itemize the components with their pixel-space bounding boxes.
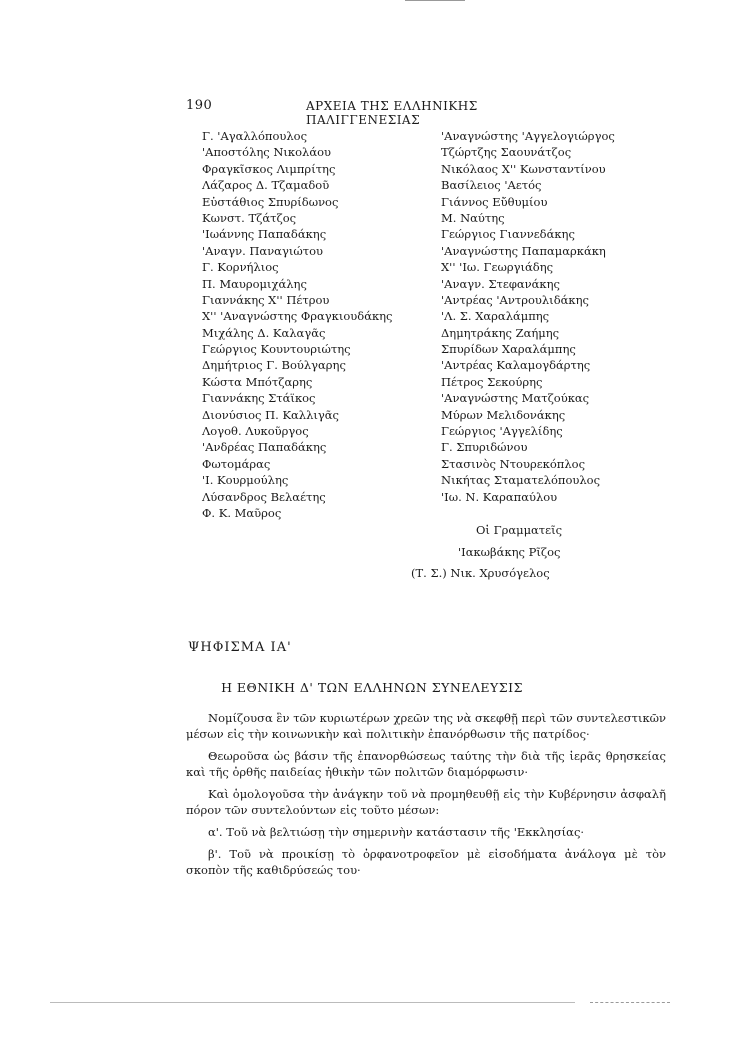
signatory-name: Λύσανδρος Βελαέτης (202, 489, 326, 504)
signatory-name: Σπυρίδων Χαραλάμπης (441, 342, 576, 357)
bottom-dashed-rule (590, 1002, 670, 1003)
signatory-name: 'Αντρέας 'Αντρουλιδάκης (441, 292, 589, 307)
signatory-name: Βασίλειος 'Αετός (441, 178, 542, 193)
signatory-name: 'Αναγνώστης 'Αγγελογιώργος (441, 129, 615, 143)
signatory-name: Μύρων Μελιδονάκης (441, 407, 566, 422)
signatory-name: Φραγκῖσκος Λιμπρίτης (202, 161, 336, 176)
signatory-name: 'Αναγνώστης Ματζούκας (441, 391, 590, 406)
resolution-body (186, 710, 666, 884)
signatories-left-column (202, 128, 392, 521)
signatory-name: 'Ιω. Ν. Καραπαύλου (441, 489, 558, 504)
signatory-name: Στασινὸς Ντουρεκόπλος (441, 456, 586, 471)
signatory-name: Γεώργιος 'Αγγελίδης (441, 424, 563, 439)
signatory-name: Εὐστάθιος Σπυρίδωνος (202, 194, 339, 209)
body-paragraph: Νομίζουσα ἓν τῶν κυριωτέρων χρεῶν της νὰ σκεφθῇ περὶ τῶν συντελεστικῶν μέσων εἰς τὴν κοινωνικὴν καὶ πολιτικὴν ἐπανόρθωσιν τῆς πατρίδος· (186, 711, 667, 741)
page-number: 190 (186, 98, 213, 113)
signatory-name: Νικήτας Σταματελόπουλος (441, 473, 601, 488)
signatory-name: Χ'' 'Ιω. Γεωργιάδης (441, 260, 554, 275)
signatory-name: Δημητράκης Ζαήμης (441, 325, 560, 340)
signatories-right-column (441, 128, 615, 505)
signatory-name: Χ'' 'Αναγνώστης Φραγκιουδάκης (202, 309, 393, 324)
signatory-name: Π. Μαυρομιχάλης (202, 276, 307, 291)
body-paragraph: β'. Τοῦ νὰ προικίσῃ τὸ ὀρφανοτροφεῖον μὲ εἰσοδήματα ἀνάλογα μὲ τὸν σκοπὸν τῆς καθιδρύσεώς του· (186, 847, 666, 877)
secretary-name: 'Ιακωβάκης Ρῖζος (458, 545, 561, 559)
signatory-name: 'Αναγν. Παναγιώτου (202, 243, 323, 258)
signatory-name: Γιαννάκης Χ'' Πέτρου (202, 292, 330, 307)
signatory-name: Γ. Κορνήλιος (202, 260, 279, 275)
bottom-rule (50, 1002, 575, 1003)
assembly-heading: Η ΕΘΝΙΚΗ Δ' ΤΩΝ ΕΛΛΗΝΩΝ ΣΥΝΕΛΕΥΣΙΣ (221, 680, 523, 695)
signatory-name: 'Λ. Σ. Χαραλάμπης (441, 309, 550, 324)
signatory-name: Γιαννάκης Στάϊκος (202, 391, 316, 406)
signatory-name: Τζώρτζης Σαουνάτζος (441, 145, 572, 160)
signatory-name: Λογοθ. Λυκοῦργος (202, 424, 309, 439)
signatory-name: Κώστα Μπότζαρης (202, 374, 313, 389)
body-paragraph: α'. Τοῦ νὰ βελτιώσῃ τὴν σημερινὴν κατάστασιν τῆς 'Εκκλησίας· (208, 825, 585, 839)
signatory-name: Δημήτριος Γ. Βούλγαρης (202, 358, 346, 373)
signatory-name: 'Αντρέας Καλαμογδάρτης (441, 358, 591, 373)
signatory-name: 'Αναγνώστης Παπαμαρκάκη (441, 243, 606, 258)
signatory-name: Λάζαρος Δ. Τζαμαδοῦ (202, 178, 330, 193)
signatory-name: 'Ανδρέας Παπαδάκης (202, 440, 327, 455)
signatory-name: Μιχάλης Δ. Καλαγᾶς (202, 325, 326, 340)
signatory-name: Μ. Ναύτης (441, 210, 505, 225)
signatory-name: Φωτομάρας (202, 456, 271, 471)
page-header (186, 98, 566, 127)
signatory-name: 'Ιωάννης Παπαδάκης (202, 227, 327, 242)
resolution-title: ΨΗΦΙΣΜΑ ΙΑ' (188, 640, 292, 655)
secretary-name: (Τ. Σ.) Νικ. Χρυσόγελος (411, 566, 550, 580)
signatory-name: Φ. Κ. Μαῦρος (202, 505, 282, 520)
signatory-name: Γιάννος Εὔθυμίου (441, 194, 548, 209)
signatory-name: Γεώργιος Κουντουριώτης (202, 342, 351, 357)
signatory-name: Γ. Σπυριδώνου (441, 440, 528, 455)
top-rule (405, 0, 465, 1)
secretaries-title: Οἱ Γραμματεῖς (476, 523, 563, 537)
signatory-name: Διονύσιος Π. Καλλιγᾶς (202, 407, 339, 422)
body-paragraph: Καὶ ὁμολογοῦσα τὴν ἀνάγκην τοῦ νὰ προμηθευθῇ εἰς τὴν Κυβέρνησιν ἀσφαλῆ πόρον τῶν συντελούντων εἰς τοῦτο μέσων: (186, 787, 666, 817)
signatory-name: Πέτρος Σεκούρης (441, 374, 543, 389)
signatory-name: Γ. 'Αγαλλόπουλος (202, 129, 308, 143)
signatory-name: Νικόλαος Χ'' Κωνσταντίνου (441, 161, 606, 176)
signatory-name: 'Αναγν. Στεφανάκης (441, 276, 560, 291)
signatory-name: Γεώργιος Γιαννεδάκης (441, 227, 575, 242)
signatory-name: 'Αποστόλης Νικολάου (202, 145, 332, 160)
signatory-name: Κωνστ. Τζάτζος (202, 210, 297, 225)
signatory-name: 'Ι. Κουρμούλης (202, 473, 289, 488)
body-paragraph: Θεωροῦσα ὡς βάσιν τῆς ἐπανορθώσεως ταύτης τὴν διὰ τῆς ἱερᾶς θρησκείας καὶ τῆς ὀρθῆς παιδείας ἠθικὴν τῶν πολιτῶν διαμόρφωσιν· (186, 749, 666, 779)
running-title: ΑΡΧΕΙΑ ΤΗΣ ΕΛΛΗΝΙΚΗΣ ΠΑΛΙΓΓΕΝΕΣΙΑΣ (306, 99, 478, 127)
